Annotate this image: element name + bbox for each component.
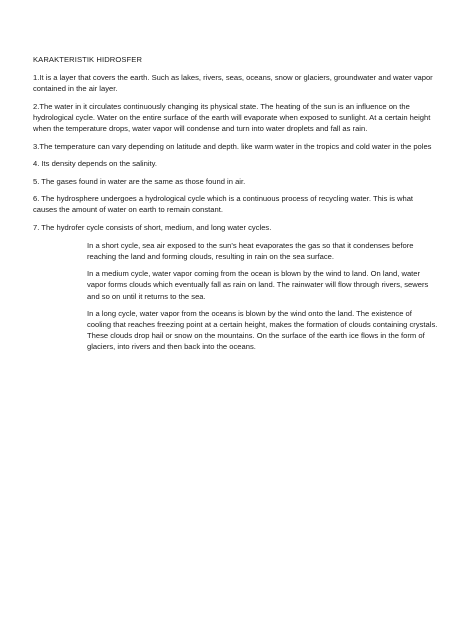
point-3: 3.The temperature can vary depending on latitude and depth. like warm water in the tropics and cold water in the poles	[33, 141, 432, 151]
point-7: 7. The hydrofer cycle consists of short, medium, and long water cycles.	[33, 223, 272, 233]
point-1: 1.It is a layer that covers the earth. Such as lakes, rivers, seas, oceans, snow or glaciers, groundwater and water vapor contained in the air layer.	[33, 73, 433, 94]
point-4: 4. Its density depends on the salinity.	[33, 159, 157, 169]
point-2: 2.The water in it circulates continuously changing its physical state. The heating of the sun is an influence on the hydrological cycle. Water on the entire surface of the earth will evaporate when exposed to sunlight. At a certain height when the temperature drops, water vapor will condense and turn into water droplets and fall as rain.	[33, 101, 431, 133]
point-6: 6. The hydrosphere undergoes a hydrological cycle which is a continuous process of recycling water. This is what causes the amount of water on earth to remain constant.	[33, 194, 414, 215]
long-cycle-paragraph: In a long cycle, water vapor from the oceans is blown by the wind onto the land. The existence of cooling that reaches freezing point at a certain height, makes the formation of clouds containing crystals. These clouds drop hail or snow on the mountains. On the surface of the earth ice flows in the form of glaciers, into rivers and then back into the oceans.	[87, 309, 438, 352]
document-body	[33, 54, 438, 359]
document-title: KARAKTERISTIK HIDROSFER	[33, 55, 143, 64]
medium-cycle-paragraph: In a medium cycle, water vapor coming from the ocean is blown by the wind to land. On land, water vapor forms clouds which eventually fall as rain on land. The rainwater will flow through rivers, sewers and so on until it returns to the sea.	[87, 269, 429, 301]
point-5: 5. The gases found in water are the same as those found in air.	[33, 176, 246, 186]
short-cycle-paragraph: In a short cycle, sea air exposed to the sun's heat evaporates the gas so that it condenses before reaching the land and forming clouds, resulting in rain on the sea surface.	[87, 240, 414, 261]
